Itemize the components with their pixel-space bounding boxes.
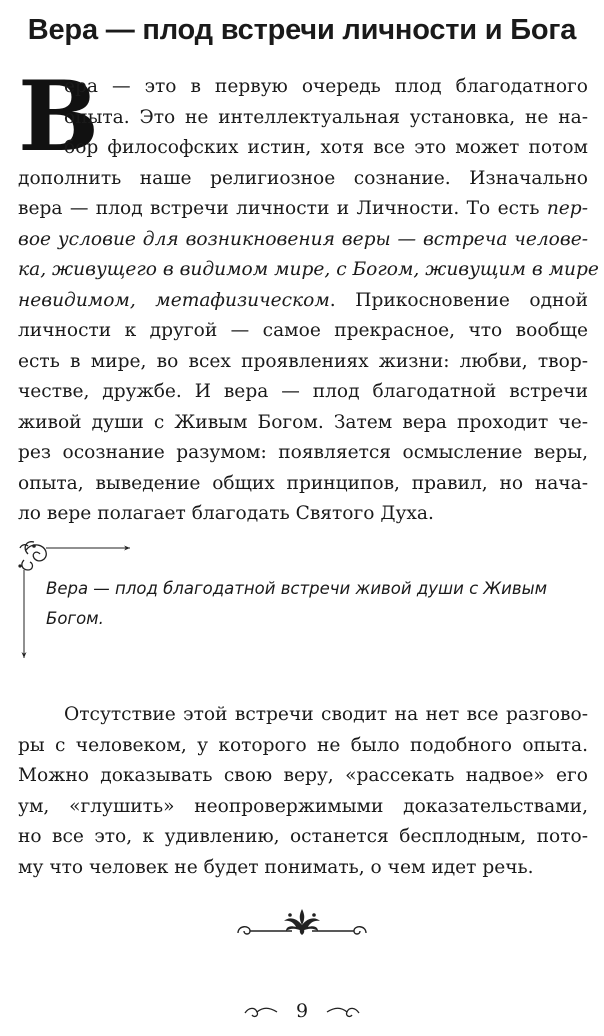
- right-flourish-icon: [325, 1004, 361, 1018]
- italic-fragment: вое условие для возникновения веры — встреча челове-: [18, 228, 588, 250]
- text-line: личности к другой — самое прекрасное, что вообще: [18, 320, 588, 341]
- drop-cap-letter: В: [18, 60, 100, 173]
- text-line: бор философских истин, хотя все это может потом: [64, 137, 588, 158]
- text-line: ры с человеком, у которого не было подобного опыта.: [18, 734, 588, 756]
- text-line: опыта. Это не интеллектуальная установка, не на-: [64, 106, 588, 128]
- text-fragment: . Прикосновение одной: [329, 289, 588, 311]
- chapter-heading: Вера — плод встречи личности и Бога: [27, 14, 577, 46]
- italic-fragment: ка, живущего в видимом мире, с Богом, живущим в мире: [18, 259, 599, 280]
- page-number: 9: [295, 1000, 309, 1022]
- text-line: Можно доказывать свою веру, «рассекать надвое» его: [18, 765, 588, 786]
- text-line: Отсутствие этой встречи сводит на нет все разгово-: [64, 704, 588, 725]
- text-line: ера — это в первую очередь плод благодатного: [64, 76, 588, 97]
- text-line: ло вере полагает благодать Святого Духа.: [18, 503, 434, 524]
- italic-fragment: пер-: [546, 198, 588, 219]
- text-line: [18, 194, 588, 225]
- quote-line: Вера — плод благодатной встречи живой души с Живым: [46, 579, 548, 598]
- paragraph-1: [18, 60, 599, 530]
- italic-fragment: невидимом, метафизическом: [18, 289, 330, 311]
- text-line: честве, дружбе. И вера — плод благодатной встречи: [18, 381, 588, 402]
- text-line: рез осознание разумом: появляется осмысление веры,: [18, 442, 588, 463]
- left-flourish-icon: [243, 1004, 279, 1018]
- text-line-italic: [18, 255, 599, 286]
- text-line: му что человек не будет понимать, о чем идет речь.: [18, 856, 534, 878]
- text-line-italic: [18, 225, 588, 256]
- text-fragment: вера — плод встречи личности и Личности. То есть: [18, 198, 540, 219]
- text-line: дополнить наше религиозное сознание. Изначально: [18, 167, 588, 189]
- text-line: [18, 286, 588, 317]
- page-footer: [0, 996, 604, 1026]
- paragraph-2: [18, 700, 588, 883]
- text-line: опыта, выведение общих принципов, правил, но нача-: [18, 472, 588, 494]
- text-line: ум, «глушить» неопровержимыми доказательствами,: [18, 795, 588, 817]
- text-line: живой души с Живым Богом. Затем вера проходит че-: [18, 411, 588, 433]
- pull-quote: [46, 574, 586, 634]
- section-ornament-icon: [234, 905, 370, 941]
- text-line: но все это, к удивлению, останется бесплодным, пото-: [18, 826, 588, 847]
- quote-line: Богом.: [46, 609, 104, 628]
- text-line: есть в мире, во всех проявлениях жизни: любви, твор-: [18, 350, 588, 372]
